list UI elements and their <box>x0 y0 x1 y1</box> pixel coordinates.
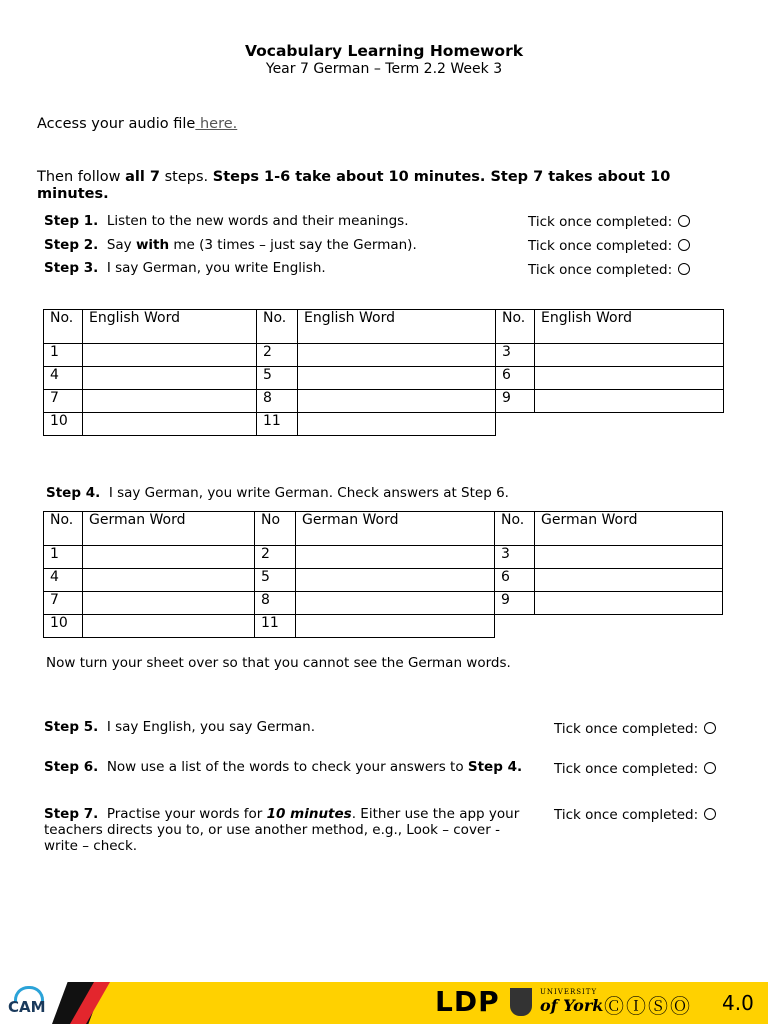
table-row <box>44 569 723 592</box>
instructions-intro <box>37 169 737 203</box>
empty-cell <box>535 413 724 436</box>
creative-commons-icon: ⒸⒾⓈⓄ <box>604 994 692 1018</box>
step-3-text: I say German, you write English. <box>106 260 326 276</box>
row-number: 3 <box>495 546 535 569</box>
row-number: 6 <box>496 367 535 390</box>
row-number: 7 <box>44 390 83 413</box>
empty-cell <box>495 615 535 638</box>
tick-label: Tick once completed: <box>554 761 699 777</box>
tick-circle-icon[interactable] <box>704 808 716 820</box>
step-7-text-c: . Either use the app your teachers directs you to, or use another method, e.g., Look – cover -write – check. <box>44 806 520 854</box>
cc-version: 4.0 <box>722 991 754 1015</box>
table-row <box>44 413 724 436</box>
turn-over-notice: Now turn your sheet over so that you cannot see the German words. <box>46 655 511 671</box>
answer-cell[interactable] <box>83 390 257 413</box>
row-number: 8 <box>257 390 298 413</box>
german-word-table <box>43 511 723 638</box>
cam-logo: CAM <box>8 998 46 1016</box>
intro-text-c: steps. <box>160 169 213 185</box>
step-6 <box>44 759 534 776</box>
no-header: No <box>255 512 296 546</box>
english-word-table <box>43 309 724 436</box>
no-header: No. <box>496 310 535 344</box>
row-number: 4 <box>44 367 83 390</box>
step-2-text-b: with <box>135 237 170 253</box>
step-6-tick <box>554 761 716 777</box>
step-1 <box>44 213 408 229</box>
word-header: English Word <box>535 310 724 344</box>
answer-cell[interactable] <box>298 344 496 367</box>
row-number: 8 <box>255 592 296 615</box>
table-row <box>44 367 724 390</box>
tick-circle-icon[interactable] <box>704 762 716 774</box>
tick-circle-icon[interactable] <box>678 263 690 275</box>
step-2-tick <box>528 238 690 254</box>
table-row <box>44 592 723 615</box>
row-number: 2 <box>257 344 298 367</box>
step-6-text: Now use a list of the words to check your answers to <box>106 759 468 775</box>
answer-cell[interactable] <box>83 367 257 390</box>
step-1-label: Step 1. <box>44 213 99 229</box>
ldp-logo: LDP <box>435 985 500 1018</box>
step-5-text: I say English, you say German. <box>106 719 316 735</box>
step-2 <box>44 237 417 253</box>
step-1-text: Listen to the new words and their meanings. <box>106 213 409 229</box>
tick-label: Tick once completed: <box>528 262 673 278</box>
answer-cell[interactable] <box>535 592 723 615</box>
step-3-tick <box>528 262 690 278</box>
no-header: No. <box>44 310 83 344</box>
row-number: 11 <box>255 615 296 638</box>
answer-cell[interactable] <box>298 390 496 413</box>
answer-cell[interactable] <box>83 413 257 436</box>
step-4 <box>46 485 509 501</box>
intro-text-d: Steps 1-6 take about 10 minutes. Step 7 takes about 10 minutes. <box>37 169 671 202</box>
answer-cell[interactable] <box>296 546 495 569</box>
york-name-text: of York <box>540 996 604 1015</box>
row-number: 6 <box>495 569 535 592</box>
audio-line <box>37 116 237 132</box>
answer-cell[interactable] <box>535 546 723 569</box>
empty-cell <box>496 413 535 436</box>
answer-cell[interactable] <box>298 367 496 390</box>
step-1-tick <box>528 214 690 230</box>
step-4-text: I say German, you write German. Check answers at Step 6. <box>108 485 509 501</box>
intro-text-a: Then follow <box>37 169 126 185</box>
intro-text-b: all 7 <box>125 169 161 185</box>
answer-cell[interactable] <box>83 569 255 592</box>
row-number: 5 <box>257 367 298 390</box>
step-2-text-a: Say <box>106 237 136 253</box>
row-number: 1 <box>44 344 83 367</box>
word-header: English Word <box>83 310 257 344</box>
page-subtitle: Year 7 German – Term 2.2 Week 3 <box>265 61 503 77</box>
step-3 <box>44 260 326 276</box>
answer-cell[interactable] <box>535 390 724 413</box>
table-row <box>44 546 723 569</box>
answer-cell[interactable] <box>535 344 724 367</box>
tick-circle-icon[interactable] <box>704 722 716 734</box>
word-header: German Word <box>83 512 255 546</box>
no-header: No. <box>495 512 535 546</box>
row-number: 1 <box>44 546 83 569</box>
row-number: 11 <box>257 413 298 436</box>
row-number: 4 <box>44 569 83 592</box>
row-number: 5 <box>255 569 296 592</box>
tick-label: Tick once completed: <box>554 721 699 737</box>
step-5 <box>44 719 315 735</box>
table-row <box>44 615 723 638</box>
answer-cell[interactable] <box>296 615 495 638</box>
step-2-label: Step 2. <box>44 237 99 253</box>
answer-cell[interactable] <box>83 592 255 615</box>
row-number: 10 <box>44 413 83 436</box>
step-6-label: Step 6. <box>44 759 99 775</box>
step-7 <box>44 806 524 854</box>
table-row <box>44 390 724 413</box>
answer-cell[interactable] <box>83 344 257 367</box>
tick-label: Tick once completed: <box>528 214 673 230</box>
word-header: German Word <box>535 512 723 546</box>
row-number: 9 <box>495 592 535 615</box>
step-7-text-b: 10 minutes <box>266 806 352 822</box>
step-7-text-a: Practise your words for <box>106 806 267 822</box>
word-header: German Word <box>296 512 495 546</box>
york-logo <box>540 988 603 1015</box>
audio-prefix: Access your audio file <box>37 116 196 132</box>
answer-cell[interactable] <box>535 367 724 390</box>
row-number: 2 <box>255 546 296 569</box>
york-crest-icon <box>510 988 532 1016</box>
answer-cell[interactable] <box>296 592 495 615</box>
step-4-label: Step 4. <box>46 485 101 501</box>
audio-link[interactable]: here. <box>195 116 238 132</box>
table-header-row <box>44 310 724 344</box>
step-7-label: Step 7. <box>44 806 99 822</box>
tick-label: Tick once completed: <box>554 807 699 823</box>
step-7-tick <box>554 807 716 823</box>
answer-cell[interactable] <box>535 569 723 592</box>
step-2-text-c: me (3 times – just say the German). <box>169 237 417 253</box>
step-6-ref: Step 4. <box>467 759 523 775</box>
row-number: 7 <box>44 592 83 615</box>
empty-cell <box>535 615 723 638</box>
answer-cell[interactable] <box>83 615 255 638</box>
row-number: 10 <box>44 615 83 638</box>
york-university-text: UNIVERSITY <box>540 988 598 996</box>
answer-cell[interactable] <box>298 413 496 436</box>
step-3-label: Step 3. <box>44 260 99 276</box>
row-number: 9 <box>496 390 535 413</box>
no-header: No. <box>44 512 83 546</box>
no-header: No. <box>257 310 298 344</box>
table-header-row <box>44 512 723 546</box>
word-header: English Word <box>298 310 496 344</box>
answer-cell[interactable] <box>296 569 495 592</box>
table-row <box>44 344 724 367</box>
tick-label: Tick once completed: <box>528 238 673 254</box>
step-5-tick <box>554 721 716 737</box>
row-number: 3 <box>496 344 535 367</box>
tick-circle-icon[interactable] <box>678 215 690 227</box>
page-title: Vocabulary Learning Homework <box>244 42 524 60</box>
answer-cell[interactable] <box>83 546 255 569</box>
tick-circle-icon[interactable] <box>678 239 690 251</box>
step-5-label: Step 5. <box>44 719 99 735</box>
